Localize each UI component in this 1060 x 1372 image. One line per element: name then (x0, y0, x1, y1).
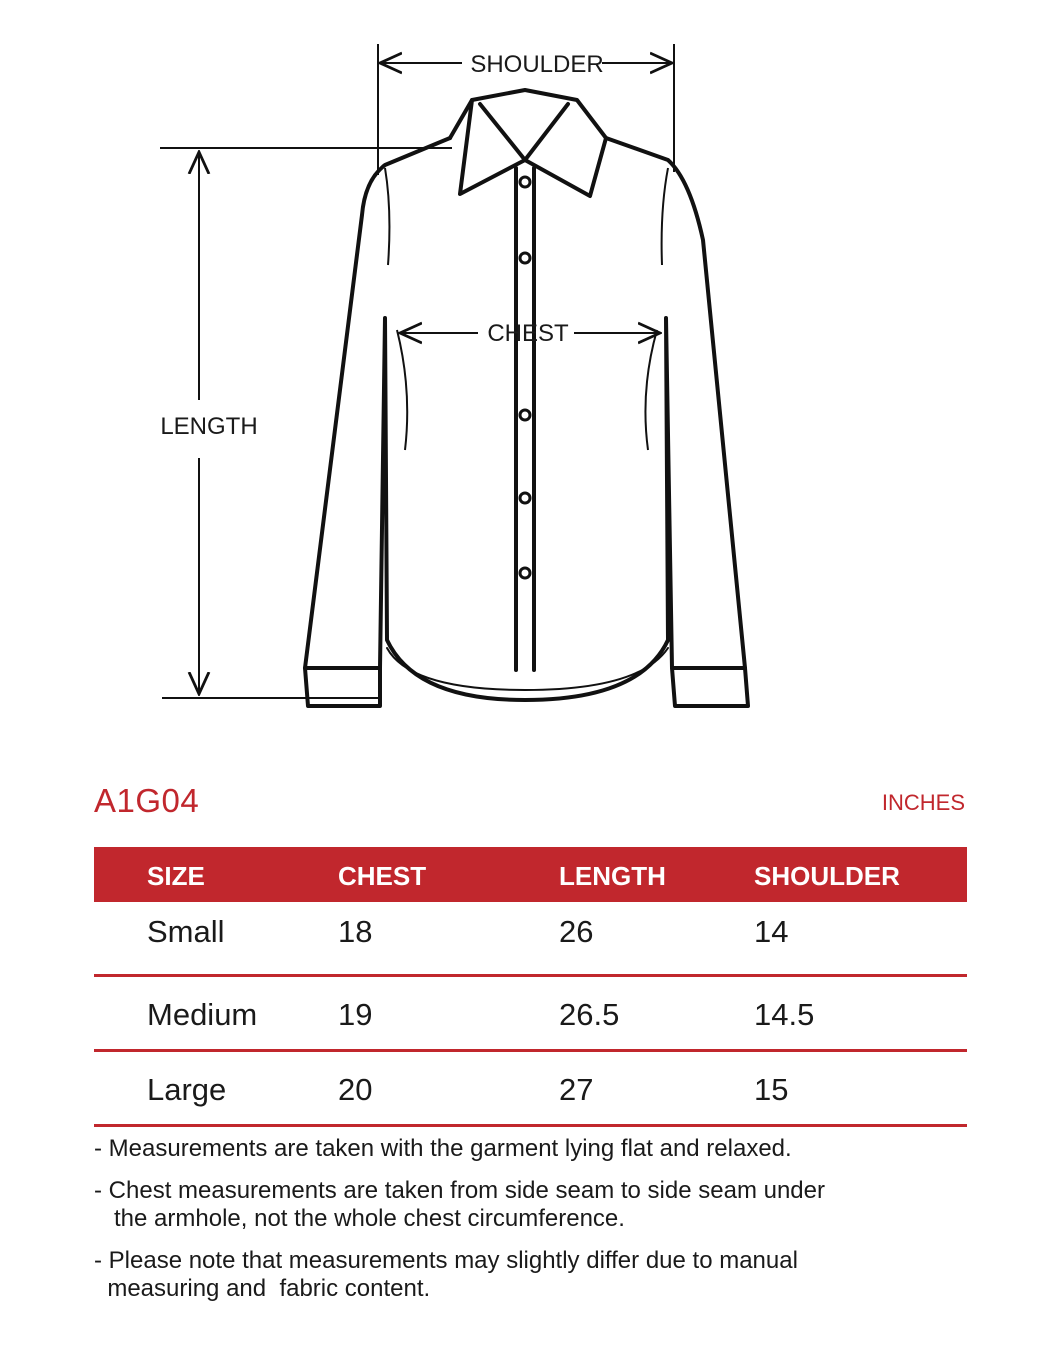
table-row (94, 1052, 967, 1127)
cell-length: 27 (559, 1072, 594, 1107)
note-measurement-variance: - Please note that measurements may slightly differ due to manual measuring and fabric content. (94, 1247, 798, 1302)
header-length: LENGTH (559, 861, 666, 891)
shirt-button (520, 493, 530, 503)
table-row (94, 902, 967, 977)
units-label: INCHES (881, 790, 965, 815)
size-table (94, 847, 967, 1127)
product-code: A1G04 (94, 782, 200, 819)
header-size: SIZE (147, 861, 205, 891)
measurement-notes (94, 1135, 994, 1317)
cell-length: 26 (559, 914, 594, 949)
shoulder-label: SHOULDER (470, 51, 604, 78)
shirt-button (520, 568, 530, 578)
cell-shoulder: 14 (754, 914, 789, 949)
cell-size: Medium (147, 997, 258, 1032)
length-label: LENGTH (160, 413, 258, 440)
cell-chest: 20 (338, 1072, 373, 1107)
cell-length: 26.5 (559, 997, 620, 1032)
cell-chest: 19 (338, 997, 373, 1032)
note-flat-measurement: - Measurements are taken with the garment lying flat and relaxed. (94, 1135, 792, 1162)
cell-shoulder: 15 (754, 1072, 789, 1107)
chest-label: CHEST (487, 320, 569, 347)
shirt-button (520, 410, 530, 420)
header-shoulder: SHOULDER (754, 861, 900, 891)
note-chest-measurement: - Chest measurements are taken from side seam to side seam under the armhole, not the whole chest circumference. (94, 1177, 825, 1232)
cell-shoulder: 14.5 (754, 997, 815, 1032)
cell-size: Small (147, 914, 225, 949)
shirt-buttons (520, 177, 530, 578)
shirt-button (520, 177, 530, 187)
table-row (94, 977, 967, 1052)
cell-size: Large (147, 1072, 227, 1107)
header-chest: CHEST (338, 861, 427, 891)
sleeve-seams (385, 168, 668, 450)
table-header (94, 847, 967, 902)
cell-chest: 18 (338, 914, 373, 949)
shirt-button (520, 253, 530, 263)
